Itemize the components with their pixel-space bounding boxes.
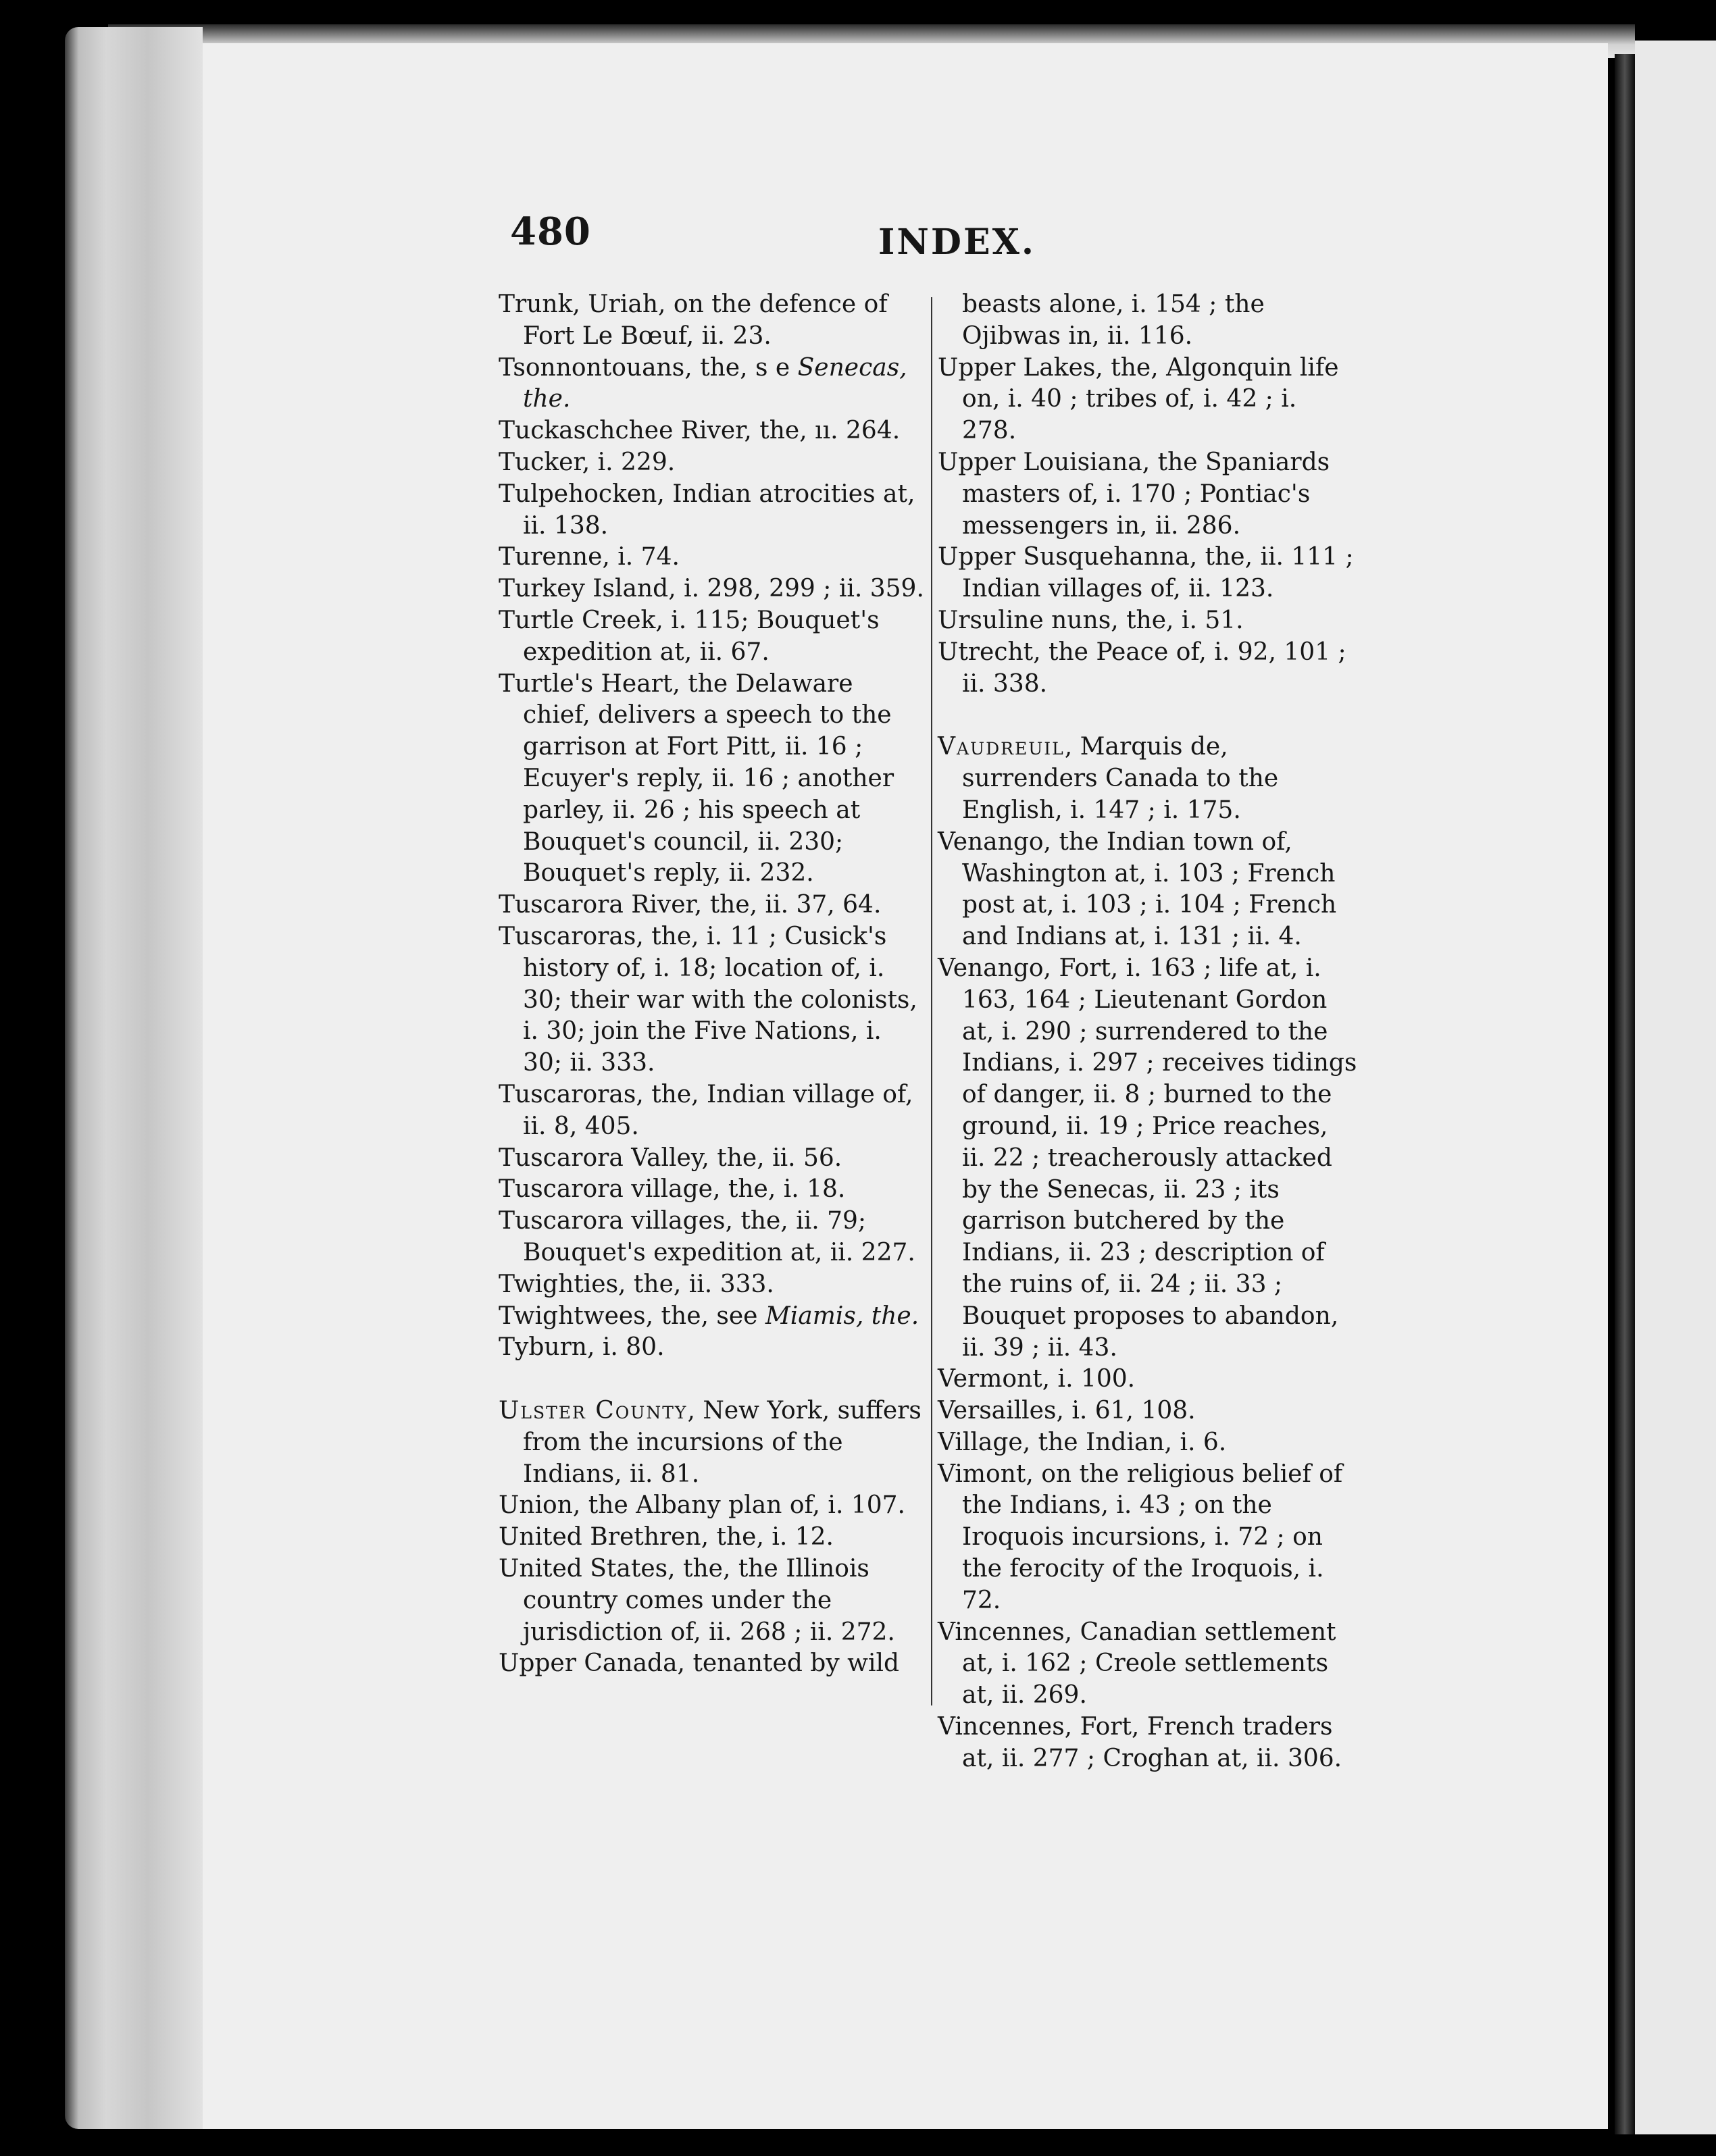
index-entry-text: Venango, the Indian town of, Washington at, i. 103 ; French post at, i. 103 ; i. 104 ; French and Indians at, i. 131 ; ii. 4.	[938, 827, 1337, 951]
index-entry-text: Ulster County	[499, 1397, 688, 1425]
index-entry-text: Venango, Fort, i. 163 ; life at, i. 163, 164 ; Lieutenant Gordon at, i. 290 ; surrendered to the Indians, i. 297 ; receives tidings of danger, ii. 8 ; burned to the ground, ii. 19 ; Price reaches, ii. 22 ; treacherously attacked by the Senecas, ii. 23 ; its garrison butchered by the Indians, ii. 23 ; description of the ruins of, ii. 24 ; ii. 33 ; Bouquet proposes to abandon, ii. 39 ; ii. 43.	[938, 954, 1357, 1362]
index-entry	[499, 1079, 924, 1143]
index-entry	[938, 953, 1358, 1364]
index-entry	[938, 827, 1358, 953]
index-entry-text: , New York, suffers from the incursions of the Indians, ii. 81.	[523, 1397, 922, 1488]
index-entry	[938, 637, 1358, 700]
index-entry-text: Turtle's Heart, the Delaware chief, delivers a speech to the garrison at Fort Pitt, ii. 16 ; Ecuyer's reply, ii. 16 ; another parley, ii. 26 ; his speech at Bouquet's council, ii. 230; Bouquet's reply, ii. 232.	[499, 669, 894, 888]
index-entry	[499, 542, 924, 573]
index-entry	[499, 1648, 924, 1680]
page-edge-stack	[65, 27, 203, 2129]
index-entry-text: , Marquis de, surrenders Canada to the English, i. 147 ; i. 175.	[962, 733, 1279, 824]
index-entry-text: Vincennes, Canadian settlement at, i. 162 ; Creole settlements at, ii. 269.	[938, 1618, 1336, 1710]
index-entry-text: Tuckaschchee River, the, ıı. 264.	[499, 417, 901, 445]
index-entry-text: Vermont, i. 100.	[938, 1365, 1136, 1393]
index-entry	[938, 732, 1358, 826]
index-entry-text: Tucker, i. 229.	[499, 448, 676, 476]
index-entry	[499, 1554, 924, 1648]
index-entry	[499, 573, 924, 605]
index-entry-text: Versailles, i. 61, 108.	[938, 1397, 1196, 1425]
index-entry-text: Upper Canada, tenanted by wild	[499, 1649, 900, 1678]
index-entry-text: Ursuline nuns, the, i. 51.	[938, 606, 1244, 634]
index-entry	[499, 447, 924, 479]
index-entry	[499, 1332, 924, 1364]
index-entry	[499, 353, 924, 416]
index-entry-text: Vincennes, Fort, French traders at, ii. 277 ; Croghan at, ii. 306.	[938, 1713, 1342, 1772]
index-entry	[499, 890, 924, 921]
index-entry-text: Turkey Island, i. 298, 299 ; ii. 359.	[499, 575, 924, 603]
index-entry	[499, 605, 924, 669]
index-entry	[499, 479, 924, 542]
index-entry	[499, 415, 924, 447]
index-entry-text: United Brethren, the, i. 12.	[499, 1523, 834, 1551]
index-entry-text: Twighties, the, ii. 333.	[499, 1270, 774, 1298]
index-entry-text: Tuscarora village, the, i. 18.	[499, 1175, 846, 1204]
index-entry	[938, 1427, 1358, 1459]
index-entry	[938, 1617, 1358, 1712]
index-entry-text: Upper Susquehanna, the, ii. 111 ; Indian villages of, ii. 123.	[938, 543, 1354, 603]
index-entry	[938, 353, 1358, 447]
index-entry	[499, 669, 924, 890]
index-entry-text: Tsonnontouans, the, s e	[499, 353, 798, 382]
index-entry	[499, 1269, 924, 1301]
index-entry-text: Tulpehocken, Indian atrocities at, ii. 138.	[499, 480, 915, 540]
index-entry	[499, 1490, 924, 1522]
index-entry	[499, 289, 924, 353]
index-entry	[938, 1395, 1358, 1427]
index-entry	[938, 1712, 1358, 1775]
index-entry-text: Tuscarora River, the, ii. 37, 64.	[499, 891, 882, 919]
page-title: INDEX.	[878, 222, 1036, 263]
index-entry	[499, 1522, 924, 1554]
index-entry	[938, 289, 1358, 353]
index-entry-text: Union, the Albany plan of, i. 107.	[499, 1491, 905, 1520]
index-entry	[499, 921, 924, 1079]
index-entry-text: Village, the Indian, i. 6.	[938, 1428, 1227, 1456]
index-entry	[938, 542, 1358, 605]
index-entry-text: Tuscarora villages, the, ii. 79; Bouquet's expedition at, ii. 227.	[499, 1207, 915, 1266]
facing-page-edge	[1635, 41, 1716, 2134]
index-entry-text: Upper Lakes, the, Algonquin life on, i. 40 ; tribes of, i. 42 ; i. 278.	[938, 353, 1339, 445]
index-entry	[499, 1301, 924, 1333]
index-entry-text: United States, the, the Illinois country comes under the jurisdiction of, ii. 268 ; ii. 272.	[499, 1555, 895, 1646]
index-entry-text: Twightwees, the, see	[499, 1302, 765, 1330]
index-entry-text: Vaudreuil	[938, 733, 1065, 761]
index-entry	[499, 1143, 924, 1175]
index-entry-text: Vimont, on the religious belief of the Indians, i. 43 ; on the Iroquois incursions, i. 72 ; on the ferocity of the Iroquois, i. 72.	[938, 1460, 1343, 1614]
index-entry-text: Tyburn, i. 80.	[499, 1333, 665, 1362]
index-entry	[499, 1174, 924, 1206]
index-entry-text: Turenne, i. 74.	[499, 543, 680, 571]
index-column-left	[492, 289, 924, 1680]
index-entry-text: Tuscaroras, the, i. 11 ; Cusick's history of, i. 18; location of, i. 30; their war with the colonists, i. 30; join the Five Nations, i. 30; ii. 333.	[499, 922, 917, 1077]
index-entry-text: Miamis, the.	[765, 1302, 919, 1330]
index-entry	[938, 1364, 1358, 1395]
book-gutter	[1615, 54, 1635, 2134]
index-entry	[938, 1459, 1358, 1617]
page-number: 480	[510, 209, 591, 254]
index-entry	[938, 447, 1358, 542]
index-entry	[938, 605, 1358, 637]
index-entry-text: Trunk, Uriah, on the defence of Fort Le Bœuf, ii. 23.	[499, 290, 888, 350]
index-entry-text: Tuscaroras, the, Indian village of, ii. 8, 405.	[499, 1080, 913, 1140]
index-entry-text: Turtle Creek, i. 115; Bouquet's expedition at, ii. 67.	[499, 606, 880, 666]
index-entry	[499, 1395, 924, 1490]
index-entry	[499, 1206, 924, 1269]
index-entry-text: Upper Louisiana, the Spaniards masters of, i. 170 ; Pontiac's messengers in, ii. 286.	[938, 448, 1330, 540]
index-entry-text: Utrecht, the Peace of, i. 92, 101 ; ii. 338.	[938, 638, 1346, 698]
index-entry-text: Senecas, the.	[523, 353, 907, 413]
index-entry-text: Tuscarora Valley, the, ii. 56.	[499, 1144, 842, 1172]
index-column-right	[932, 289, 1358, 1775]
index-entry-text: beasts alone, i. 154 ; the Ojibwas in, ii. 116.	[962, 290, 1265, 350]
